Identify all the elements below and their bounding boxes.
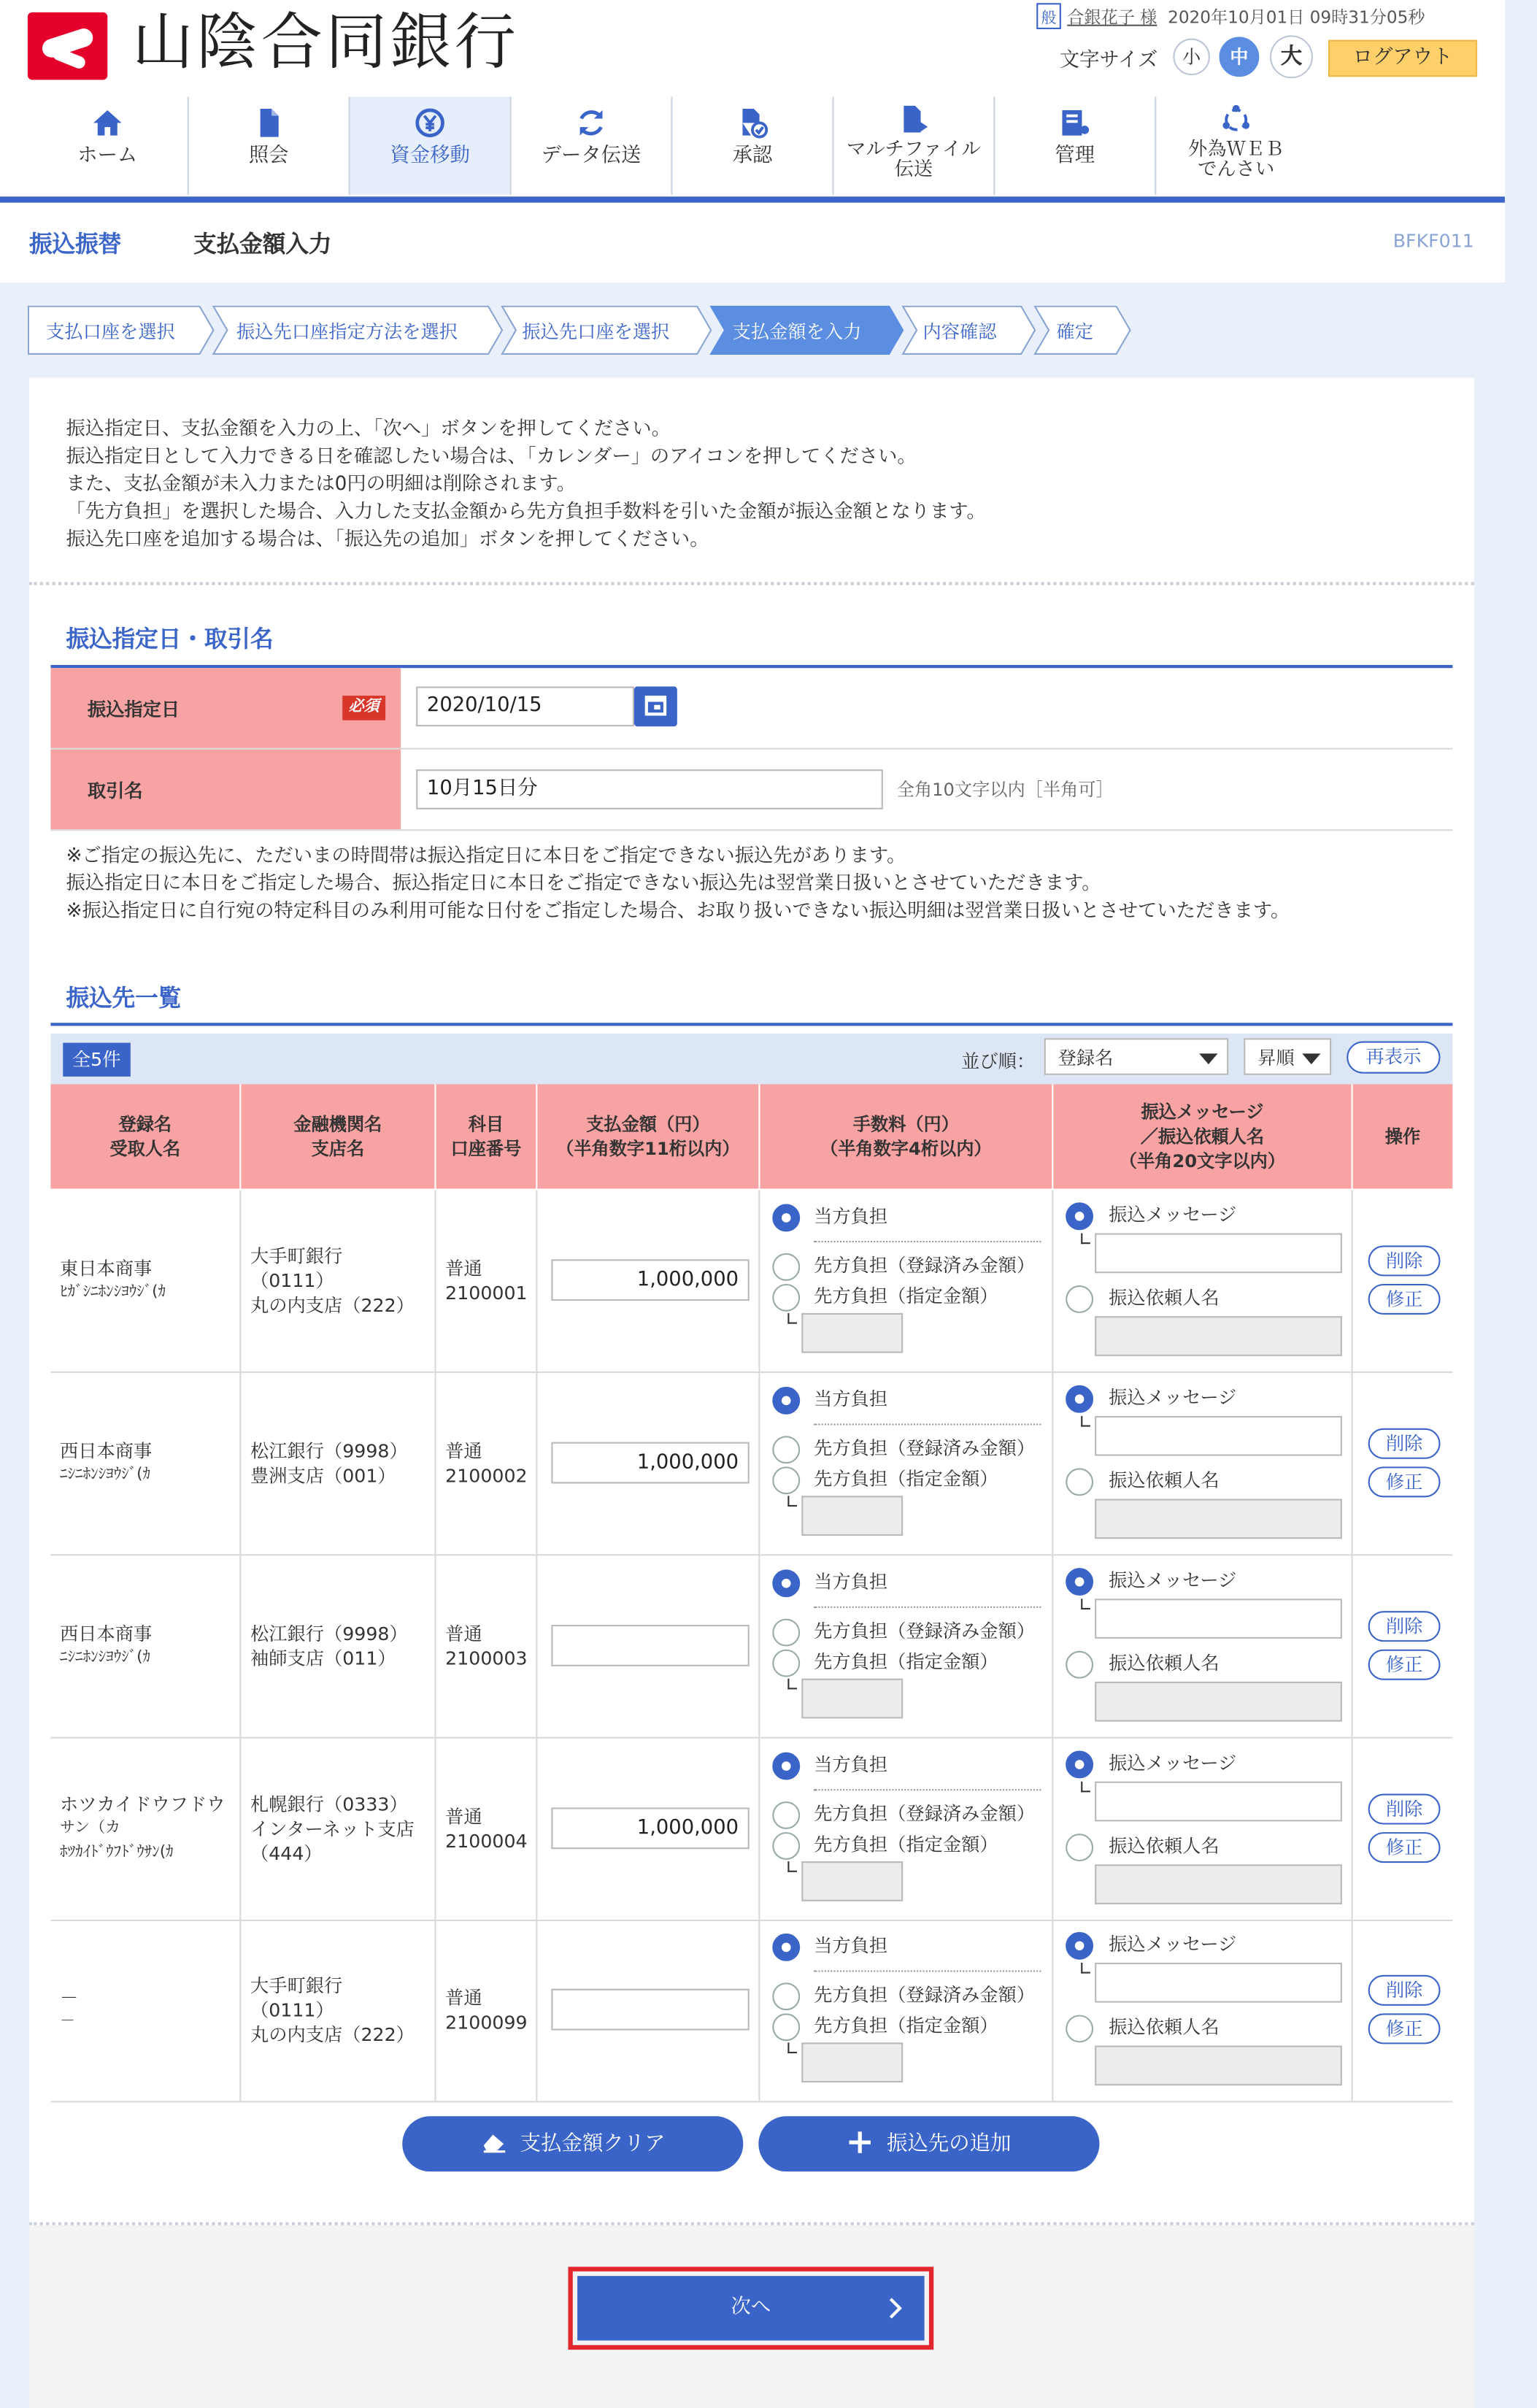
fee-self-label: 当方負担 (814, 1935, 888, 1957)
indent-marker (787, 1679, 797, 1690)
nav-multi-file[interactable] (833, 97, 995, 196)
delete-button[interactable]: 削除 (1368, 1975, 1441, 2006)
requester-name-input[interactable] (1095, 1316, 1342, 1356)
transfer-date-label: 振込指定日 必須 (50, 668, 401, 747)
message-cell (1053, 1920, 1352, 2101)
list-toolbar (50, 1034, 1452, 1084)
page-category: 振込振替 (28, 230, 122, 258)
user-info (1036, 3, 1425, 29)
fee-payee-specified-radio[interactable] (772, 1466, 800, 1494)
payee-name-cell (50, 1373, 241, 1554)
step-5-label: 内容確認 (922, 320, 997, 343)
fee-payee-specified-label: 先方負担（指定金額） (814, 1834, 998, 1855)
payee-table-header (50, 1084, 1452, 1188)
fee-self-radio[interactable] (772, 1753, 800, 1780)
font-size-large-button[interactable]: 大 (1270, 35, 1313, 78)
step-1-label: 支払口座を選択 (46, 320, 175, 343)
payee-name: － (60, 1987, 79, 2009)
fee-payee-registered-radio[interactable] (772, 1619, 800, 1647)
bank-line-2: 袖師支店（011） (250, 1647, 396, 1670)
edit-button[interactable]: 修正 (1368, 2013, 1441, 2044)
payee-kana-2: ﾎﾂｶｲﾄﾞｳﾌﾄﾞｳｻﾝ(ｶ (60, 1844, 174, 1862)
message-label: 振込メッセージ (1109, 1204, 1237, 1226)
step-2-label: 振込先口座指定方法を選択 (236, 320, 458, 343)
fee-payee-registered-radio[interactable] (772, 1982, 800, 2010)
step-4-label: 支払金額を入力 (732, 320, 862, 343)
nav-home[interactable] (28, 97, 189, 196)
separator (814, 1789, 1041, 1790)
nav-home-label: ホーム (77, 144, 138, 168)
requester-name-input[interactable] (1095, 1864, 1342, 1904)
message-input[interactable] (1095, 1416, 1342, 1456)
fee-amount-input[interactable] (801, 1861, 903, 1901)
transaction-name-row (50, 750, 1452, 831)
delete-button[interactable]: 削除 (1368, 1428, 1441, 1459)
requester-name-label: 振込依頼人名 (1109, 1287, 1220, 1309)
payee-name: 西日本商事 (60, 1623, 153, 1645)
bank-cell (241, 1373, 436, 1554)
nav-data-transfer[interactable] (512, 97, 673, 196)
payee-kana: サン（カ (60, 1820, 121, 1837)
fee-cell (760, 1190, 1053, 1372)
message-radio[interactable] (1066, 1385, 1093, 1413)
fee-amount-input[interactable] (801, 1496, 903, 1536)
separator (814, 1607, 1041, 1608)
requester-name-radio[interactable] (1066, 1651, 1093, 1679)
fee-payee-specified-radio[interactable] (772, 1832, 800, 1860)
nav-fund-transfer[interactable] (350, 97, 512, 196)
bank-line-1: 札幌銀行（0333） (250, 1793, 408, 1815)
fee-payee-specified-label: 先方負担（指定金額） (814, 2015, 998, 2036)
nav-inquiry[interactable] (189, 97, 350, 196)
edit-button[interactable]: 修正 (1368, 1466, 1441, 1497)
requester-name-radio[interactable] (1066, 2015, 1093, 2042)
fee-self-radio[interactable] (772, 1204, 800, 1232)
fee-amount-input[interactable] (801, 2042, 903, 2082)
nav-multi-file-label: マルチファイル 伝送 (847, 136, 981, 180)
document-upload-icon (897, 103, 931, 136)
fee-self-radio[interactable] (772, 1569, 800, 1597)
nav-fx-web-label: 外為ＷＥＢ でんさい (1187, 136, 1284, 180)
bank-line-1: 大手町銀行 (250, 1974, 343, 1997)
fee-cell (760, 1739, 1053, 1920)
account-number: 2100003 (445, 1647, 528, 1670)
account-number: 2100099 (445, 2012, 528, 2034)
amount-cell (537, 1739, 760, 1920)
step-6-label: 確定 (1056, 320, 1094, 343)
message-cell (1053, 1555, 1352, 1736)
indent-marker (787, 1861, 797, 1872)
page-title: 支払金額入力 (193, 230, 332, 258)
edit-button[interactable]: 修正 (1368, 1284, 1441, 1315)
indent-marker (1081, 1599, 1090, 1609)
payee-name: 西日本商事 (60, 1440, 153, 1463)
indent-marker (1081, 1416, 1090, 1427)
message-cell (1053, 1739, 1352, 1920)
calendar-icon (634, 686, 677, 726)
requester-name-radio[interactable] (1066, 1468, 1093, 1496)
separator (814, 1970, 1041, 1972)
ops-cell (1353, 1555, 1453, 1736)
requester-name-input[interactable] (1095, 1682, 1342, 1722)
fee-self-label: 当方負担 (814, 1205, 888, 1228)
message-cell (1053, 1190, 1352, 1372)
home-icon (90, 106, 124, 139)
step-3-label: 振込先口座を選択 (522, 320, 670, 343)
ops-cell (1353, 1190, 1453, 1372)
payee-name-cell (50, 1555, 241, 1736)
edit-button[interactable]: 修正 (1368, 1650, 1441, 1680)
ops-cell (1353, 1920, 1453, 2101)
account-type: 普通 (445, 1806, 482, 1828)
fee-self-label: 当方負担 (814, 1388, 888, 1410)
fee-payee-registered-label: 先方負担（登録済み金額） (814, 1803, 1036, 1825)
fee-payee-registered-label: 先方負担（登録済み金額） (814, 1620, 1036, 1642)
ops-cell (1353, 1373, 1453, 1554)
user-name: 合銀花子 様 (1067, 7, 1157, 28)
amount-input[interactable]: 1,000,000 (551, 1807, 749, 1849)
message-radio[interactable] (1066, 1568, 1093, 1596)
bank-cell (241, 1190, 436, 1372)
fee-cell (760, 1555, 1053, 1736)
message-radio[interactable] (1066, 1932, 1093, 1960)
account-cell (436, 1373, 538, 1554)
user-type-badge: 般 (1036, 3, 1061, 29)
account-type: 普通 (445, 1623, 482, 1645)
separator (814, 1241, 1041, 1242)
section-rule (50, 1023, 1452, 1026)
nav-fund-transfer-label: 資金移動 (390, 144, 470, 168)
requester-name-input[interactable] (1095, 2046, 1342, 2086)
indent-marker (1081, 1782, 1090, 1793)
account-type: 普通 (445, 1258, 482, 1280)
account-number: 2100002 (445, 1465, 528, 1487)
fee-payee-registered-label: 先方負担（登録済み金額） (814, 1984, 1036, 2006)
font-size-label: 文字サイズ (1059, 49, 1158, 72)
next-button[interactable]: 次へ (577, 2276, 925, 2340)
bank-line-2: インターネット支店 (250, 1818, 415, 1840)
refresh-button[interactable]: 再表示 (1347, 1042, 1440, 1074)
amount-cell (537, 1373, 760, 1554)
section-date-name-title: 振込指定日・取引名 (66, 625, 274, 653)
nav-approval[interactable] (673, 97, 834, 196)
col-account: 科目 口座番号 (436, 1084, 538, 1188)
bank-line-1: 松江銀行（9998） (250, 1623, 408, 1645)
fee-payee-registered-radio[interactable] (772, 1801, 800, 1829)
account-type: 普通 (445, 1987, 482, 2009)
bank-line-2: （0111） (250, 1999, 334, 2021)
network-icon (1220, 103, 1253, 136)
account-cell (436, 1555, 538, 1736)
login-datetime: 2020年10月01日 09時31分05秒 (1168, 7, 1425, 28)
fee-payee-registered-radio[interactable] (772, 1436, 800, 1463)
font-size-medium-button[interactable]: 中 (1220, 36, 1260, 77)
bank-line-3: 丸の内支店（222） (250, 1294, 415, 1317)
transfer-date-row (50, 668, 1452, 750)
payee-name: 東日本商事 (60, 1258, 153, 1280)
delete-button[interactable]: 削除 (1368, 1245, 1441, 1276)
bank-line-2: （0111） (250, 1270, 334, 1292)
amount-input[interactable]: 1,000,000 (551, 1442, 749, 1484)
fee-payee-registered-radio[interactable] (772, 1253, 800, 1281)
message-radio[interactable] (1066, 1751, 1093, 1779)
chevron-down-icon (1302, 1053, 1320, 1064)
fee-payee-registered-label: 先方負担（登録済み金額） (814, 1437, 1036, 1459)
requester-name-input[interactable] (1095, 1499, 1342, 1539)
message-input[interactable] (1095, 1234, 1342, 1274)
table-row (50, 1373, 1452, 1555)
table-row (50, 1555, 1452, 1738)
yen-coin-icon (413, 106, 447, 139)
message-label: 振込メッセージ (1109, 1933, 1237, 1955)
account-cell (436, 1920, 538, 2101)
header (0, 0, 1505, 203)
indent-marker (787, 1313, 797, 1324)
edit-button[interactable]: 修正 (1368, 1832, 1441, 1863)
account-cell (436, 1190, 538, 1372)
sort-label: 並び順： (961, 1050, 1036, 1072)
col-name: 登録名 受取人名 (50, 1084, 241, 1188)
payee-name-cell (50, 1920, 241, 2101)
bank-logo-icon (28, 12, 107, 80)
col-fee: 手数料（円） （半角数字4桁以内） (760, 1084, 1053, 1188)
payee-kana: ﾆｼﾆﾎﾝｼﾖｳｼﾞ(ｶ (60, 1649, 150, 1666)
eraser-icon (480, 2131, 508, 2153)
transfer-date-input[interactable]: 2020/10/15 (416, 686, 634, 726)
table-row (50, 1739, 1452, 1921)
amount-cell (537, 1920, 760, 2101)
amount-input[interactable] (551, 1625, 749, 1666)
logout-button[interactable]: ログアウト (1328, 40, 1477, 77)
fee-payee-specified-radio[interactable] (772, 1650, 800, 1677)
indent-marker (1081, 1963, 1090, 1974)
col-message: 振込メッセージ ／振込依頼人名 （半角20文字以内） (1053, 1084, 1352, 1188)
message-radio[interactable] (1066, 1202, 1093, 1230)
bank-line-1: 大手町銀行 (250, 1245, 343, 1267)
ops-cell (1353, 1739, 1453, 1920)
requester-name-radio[interactable] (1066, 1834, 1093, 1861)
fee-payee-specified-label: 先方負担（指定金額） (814, 1650, 998, 1673)
bank-name: 山陰合同銀行 (131, 7, 520, 79)
date-notes: ※ご指定の振込先に、ただいまの時間帯は振込指定日に本日をご指定できない振込先があります。 振込指定日に本日をご指定した場合、振込指定日に本日をご指定できない振込先は翌営業日扱いとさせていただきます。 ※振込指定日に自行宛の特定科目のみ利用可能な日付をご指定した場合、お取り扱いできない振込明細は翌営業日扱いとさせていただきます。 (66, 843, 1290, 922)
requester-name-label: 振込依頼人名 (1109, 1835, 1220, 1857)
fee-payee-registered-label: 先方負担（登録済み金額） (814, 1254, 1036, 1277)
message-cell (1053, 1373, 1352, 1554)
amount-input[interactable]: 1,000,000 (551, 1259, 749, 1301)
section-payee-list-title: 振込先一覧 (66, 984, 182, 1012)
nav-admin[interactable] (995, 97, 1156, 196)
title-bar (0, 203, 1505, 282)
calendar-button[interactable] (634, 686, 677, 726)
fee-payee-specified-radio[interactable] (772, 1284, 800, 1312)
fee-cell (760, 1373, 1053, 1554)
font-size-small-button[interactable]: 小 (1173, 39, 1209, 75)
add-payee-button[interactable]: 振込先の追加 (758, 2116, 1099, 2172)
fee-amount-input[interactable] (801, 1313, 903, 1353)
account-number: 2100004 (445, 1830, 528, 1853)
transaction-name-hint: 全角10文字以内［半角可］ (896, 778, 1114, 801)
required-badge: 必須 (342, 696, 385, 720)
fee-payee-specified-radio[interactable] (772, 2013, 800, 2041)
col-ops: 操作 (1384, 1126, 1421, 1147)
global-nav (28, 97, 1314, 196)
payee-name: ホツカイドウフドウ (60, 1793, 226, 1815)
fee-self-radio[interactable] (772, 1934, 800, 1961)
nav-data-transfer-label: データ伝送 (541, 144, 642, 168)
account-type: 普通 (445, 1440, 482, 1463)
payee-name-cell (50, 1190, 241, 1372)
nav-approval-label: 承認 (732, 144, 773, 168)
fee-self-label: 当方負担 (814, 1753, 888, 1776)
delete-button[interactable]: 削除 (1368, 1611, 1441, 1642)
message-input[interactable] (1095, 1963, 1342, 2003)
requester-name-label: 振込依頼人名 (1109, 2016, 1220, 2039)
fee-payee-specified-label: 先方負担（指定金額） (814, 1468, 998, 1490)
clear-amount-button[interactable]: 支払金額クリア (402, 2116, 743, 2172)
amount-cell (537, 1190, 760, 1372)
requester-name-radio[interactable] (1066, 1285, 1093, 1313)
refresh-icon (574, 106, 608, 139)
indent-marker (787, 2042, 797, 2053)
message-label: 振込メッセージ (1109, 1386, 1237, 1409)
nav-divider (0, 196, 1505, 202)
indent-marker (1081, 1234, 1090, 1245)
document-check-icon (736, 106, 769, 139)
payee-name-cell (50, 1739, 241, 1920)
chevron-right-icon (887, 2298, 903, 2319)
fee-amount-input[interactable] (801, 1679, 903, 1719)
document-icon (252, 106, 285, 139)
transaction-name-label: 取引名 (50, 750, 401, 829)
screen-id: BFKF011 (1392, 230, 1474, 253)
requester-name-label: 振込依頼人名 (1109, 1652, 1220, 1674)
payee-kana: ﾋｶﾞｼﾆﾎﾝｼﾖｳｼﾞ(ｶ (60, 1283, 166, 1301)
message-label: 振込メッセージ (1109, 1569, 1237, 1591)
admin-icon (1058, 106, 1092, 139)
table-row (50, 1190, 1452, 1373)
fee-self-label: 当方負担 (814, 1571, 888, 1593)
sort-field-select[interactable]: 登録名 (1044, 1038, 1228, 1074)
nav-inquiry-label: 照会 (248, 144, 289, 168)
sort-order-select[interactable]: 昇順 (1244, 1038, 1331, 1074)
indent-marker (787, 1496, 797, 1507)
account-number: 2100001 (445, 1282, 528, 1304)
total-count-badge: 全5件 (63, 1043, 130, 1077)
chevron-down-icon (1199, 1053, 1217, 1064)
transaction-name-input[interactable]: 10月15日分 (416, 769, 883, 809)
delete-button[interactable]: 削除 (1368, 1793, 1441, 1824)
bank-cell (241, 1920, 436, 2101)
separator (814, 1423, 1041, 1425)
requester-name-label: 振込依頼人名 (1109, 1469, 1220, 1491)
col-amount: 支払金額（円） （半角数字11桁以内） (537, 1084, 760, 1188)
bank-cell (241, 1739, 436, 1920)
col-bank: 金融機関名 支店名 (241, 1084, 436, 1188)
message-input[interactable] (1095, 1782, 1342, 1822)
plus-icon (847, 2130, 871, 2155)
fee-payee-specified-label: 先方負担（指定金額） (814, 1285, 998, 1307)
amount-cell (537, 1555, 760, 1736)
nav-admin-label: 管理 (1055, 144, 1095, 168)
fee-self-radio[interactable] (772, 1387, 800, 1415)
table-row (50, 1920, 1452, 2102)
bank-line-3: 丸の内支店（222） (250, 2024, 415, 2046)
payee-kana: ﾆｼﾆﾎﾝｼﾖｳｼﾞ(ｶ (60, 1466, 150, 1484)
account-cell (436, 1739, 538, 1920)
message-label: 振込メッセージ (1109, 1752, 1237, 1774)
payee-kana: － (60, 2013, 76, 2031)
nav-fx-web[interactable] (1156, 97, 1316, 196)
amount-input[interactable] (551, 1989, 749, 2031)
fee-cell (760, 1920, 1053, 2101)
bank-line-3: （444） (250, 1842, 323, 1865)
divider (29, 582, 1474, 585)
message-input[interactable] (1095, 1599, 1342, 1639)
bank-line-1: 松江銀行（9998） (250, 1440, 408, 1463)
bank-line-2: 豊洲支店（001） (250, 1465, 396, 1487)
bank-cell (241, 1555, 436, 1736)
instructions: 振込指定日、支払金額を入力の上、「次へ」ボタンを押してください。 振込指定日として入力できる日を確認したい場合は、「カレンダー」のアイコンを押してください。 また、支払金額が未入力または0円の明細は削除されます。 「先方負担」を選択した場合、入力した支払金額から先方負担手数料を引いた金額が振込金額となります。 振込先口座を追加する場合は、「振込先の追加」ボタンを押してください。 (66, 416, 986, 550)
